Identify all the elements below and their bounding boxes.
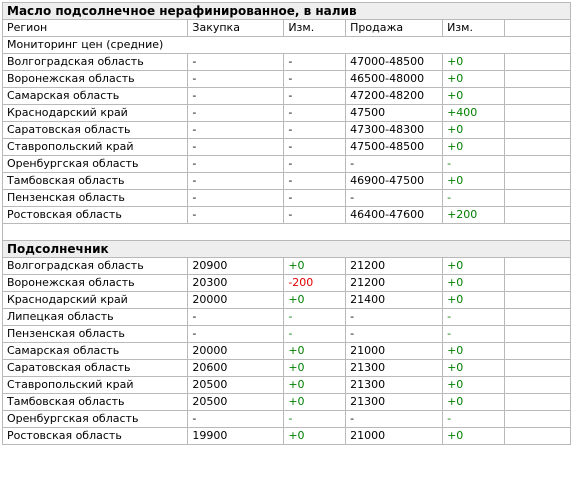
region-cell: Оренбургская область (3, 411, 188, 428)
sale-change-cell: +0 (443, 343, 505, 360)
monitoring-subtitle: Мониторинг цен (средние) (3, 37, 571, 54)
table-row (3, 54, 571, 71)
sale-change-cell: +0 (443, 292, 505, 309)
region-cell: Краснодарский край (3, 292, 188, 309)
sale-change-cell: +0 (443, 360, 505, 377)
sale-change-cell: - (443, 411, 505, 428)
purchase-change-cell: - (284, 139, 346, 156)
region-cell: Ставропольский край (3, 139, 188, 156)
purchase-change-cell: - (284, 54, 346, 71)
region-cell: Волгоградская область (3, 54, 188, 71)
purchase-cell: 20600 (188, 360, 284, 377)
purchase-cell: - (188, 88, 284, 105)
purchase-cell: 20900 (188, 258, 284, 275)
sale-change-cell: +200 (443, 207, 505, 224)
sale-cell: 21300 (346, 377, 443, 394)
region-cell: Пензенская область (3, 326, 188, 343)
purchase-change-cell: +0 (284, 343, 346, 360)
header-purchase-change: Изм. (284, 20, 346, 37)
table-row (3, 190, 571, 207)
empty-cell (504, 377, 570, 394)
purchase-change-cell: - (284, 411, 346, 428)
sale-change-cell: +0 (443, 71, 505, 88)
table-row (3, 139, 571, 156)
region-cell: Ростовская область (3, 428, 188, 445)
purchase-cell: 19900 (188, 428, 284, 445)
purchase-cell: - (188, 71, 284, 88)
empty-cell (504, 326, 570, 343)
empty-cell (504, 292, 570, 309)
header-sale-change: Изм. (443, 20, 505, 37)
table-row (3, 377, 571, 394)
sale-change-cell: - (443, 190, 505, 207)
table-row (3, 326, 571, 343)
empty-cell (504, 428, 570, 445)
sale-cell: 46400-47600 (346, 207, 443, 224)
section1-rows (3, 54, 571, 224)
empty-cell (504, 343, 570, 360)
section-title: Масло подсолнечное нерафинированное, в налив (3, 3, 571, 20)
region-cell: Пензенская область (3, 190, 188, 207)
sale-change-cell: +0 (443, 139, 505, 156)
purchase-change-cell: - (284, 309, 346, 326)
purchase-change-cell: - (284, 88, 346, 105)
purchase-cell: 20500 (188, 394, 284, 411)
table-row (3, 173, 571, 190)
header-purchase: Закупка (188, 20, 284, 37)
sale-cell: 21200 (346, 258, 443, 275)
purchase-cell: 20500 (188, 377, 284, 394)
region-cell: Самарская область (3, 343, 188, 360)
sale-change-cell: +0 (443, 258, 505, 275)
column-header-row (3, 20, 571, 37)
table-row (3, 207, 571, 224)
sale-cell: 21000 (346, 428, 443, 445)
region-cell: Воронежская область (3, 275, 188, 292)
sale-change-cell: +0 (443, 88, 505, 105)
region-cell: Тамбовская область (3, 173, 188, 190)
section-title-row (3, 241, 571, 258)
table-row (3, 258, 571, 275)
sale-cell: 47000-48500 (346, 54, 443, 71)
sale-change-cell: +400 (443, 105, 505, 122)
purchase-cell: 20000 (188, 343, 284, 360)
sale-cell: 21300 (346, 394, 443, 411)
table-row (3, 122, 571, 139)
purchase-cell: - (188, 190, 284, 207)
purchase-cell: - (188, 411, 284, 428)
purchase-cell: - (188, 105, 284, 122)
region-cell: Саратовская область (3, 122, 188, 139)
subtitle-row (3, 37, 571, 54)
sale-cell: 47300-48300 (346, 122, 443, 139)
table-row (3, 88, 571, 105)
sale-change-cell: - (443, 326, 505, 343)
empty-cell (504, 54, 570, 71)
empty-cell (504, 190, 570, 207)
sale-cell: - (346, 156, 443, 173)
purchase-change-cell: +0 (284, 292, 346, 309)
empty-cell (504, 156, 570, 173)
header-sale: Продажа (346, 20, 443, 37)
purchase-change-cell: +0 (284, 394, 346, 411)
purchase-change-cell: - (284, 207, 346, 224)
empty-cell (504, 71, 570, 88)
purchase-change-cell: -200 (284, 275, 346, 292)
table-row (3, 428, 571, 445)
price-sheet (0, 2, 573, 485)
table-row (3, 360, 571, 377)
price-table (2, 2, 571, 445)
empty-cell (504, 275, 570, 292)
sale-cell: 21400 (346, 292, 443, 309)
sale-cell: - (346, 411, 443, 428)
sale-cell: 21000 (346, 343, 443, 360)
region-cell: Краснодарский край (3, 105, 188, 122)
sale-cell: - (346, 326, 443, 343)
sale-change-cell: - (443, 309, 505, 326)
purchase-cell: - (188, 326, 284, 343)
purchase-cell: - (188, 207, 284, 224)
region-cell: Ставропольский край (3, 377, 188, 394)
table-row (3, 394, 571, 411)
table-row (3, 105, 571, 122)
empty-cell (504, 139, 570, 156)
region-cell: Оренбургская область (3, 156, 188, 173)
purchase-change-cell: - (284, 71, 346, 88)
region-cell: Саратовская область (3, 360, 188, 377)
empty-cell (504, 394, 570, 411)
empty-cell (504, 122, 570, 139)
purchase-cell: 20000 (188, 292, 284, 309)
sale-cell: 47200-48200 (346, 88, 443, 105)
section-title: Подсолнечник (3, 241, 571, 258)
table-row (3, 411, 571, 428)
region-cell: Самарская область (3, 88, 188, 105)
table-row (3, 156, 571, 173)
sale-cell: - (346, 309, 443, 326)
sale-change-cell: +0 (443, 377, 505, 394)
sale-cell: - (346, 190, 443, 207)
header-region: Регион (3, 20, 188, 37)
region-cell: Липецкая область (3, 309, 188, 326)
sale-change-cell: +0 (443, 428, 505, 445)
sale-change-cell: +0 (443, 275, 505, 292)
empty-cell (504, 105, 570, 122)
empty-cell (504, 309, 570, 326)
empty-cell (504, 360, 570, 377)
sale-change-cell: +0 (443, 122, 505, 139)
sale-cell: 47500 (346, 105, 443, 122)
purchase-change-cell: +0 (284, 360, 346, 377)
region-cell: Воронежская область (3, 71, 188, 88)
purchase-cell: - (188, 54, 284, 71)
empty-cell (3, 224, 571, 241)
region-cell: Тамбовская область (3, 394, 188, 411)
purchase-cell: - (188, 309, 284, 326)
empty-cell (504, 173, 570, 190)
sale-change-cell: +0 (443, 54, 505, 71)
sale-change-cell: +0 (443, 173, 505, 190)
purchase-cell: 20300 (188, 275, 284, 292)
purchase-change-cell: - (284, 105, 346, 122)
purchase-cell: - (188, 139, 284, 156)
purchase-cell: - (188, 122, 284, 139)
table-row (3, 275, 571, 292)
table-row (3, 292, 571, 309)
sale-change-cell: - (443, 156, 505, 173)
empty-cell (504, 411, 570, 428)
region-cell: Ростовская область (3, 207, 188, 224)
sale-cell: 47500-48500 (346, 139, 443, 156)
purchase-change-cell: - (284, 173, 346, 190)
empty-cell (504, 207, 570, 224)
purchase-cell: - (188, 156, 284, 173)
region-cell: Волгоградская область (3, 258, 188, 275)
blank-row (3, 224, 571, 241)
sale-cell: 46900-47500 (346, 173, 443, 190)
sale-change-cell: +0 (443, 394, 505, 411)
empty-cell (504, 20, 570, 37)
purchase-change-cell: +0 (284, 428, 346, 445)
sale-cell: 21200 (346, 275, 443, 292)
purchase-change-cell: - (284, 190, 346, 207)
empty-cell (504, 88, 570, 105)
table-row (3, 343, 571, 360)
empty-cell (504, 258, 570, 275)
sale-cell: 46500-48000 (346, 71, 443, 88)
purchase-cell: - (188, 173, 284, 190)
purchase-change-cell: - (284, 122, 346, 139)
purchase-change-cell: +0 (284, 258, 346, 275)
table-row (3, 71, 571, 88)
table-row (3, 309, 571, 326)
purchase-change-cell: +0 (284, 377, 346, 394)
purchase-change-cell: - (284, 156, 346, 173)
purchase-change-cell: - (284, 326, 346, 343)
section-title-row (3, 3, 571, 20)
section2-rows (3, 258, 571, 445)
sale-cell: 21300 (346, 360, 443, 377)
